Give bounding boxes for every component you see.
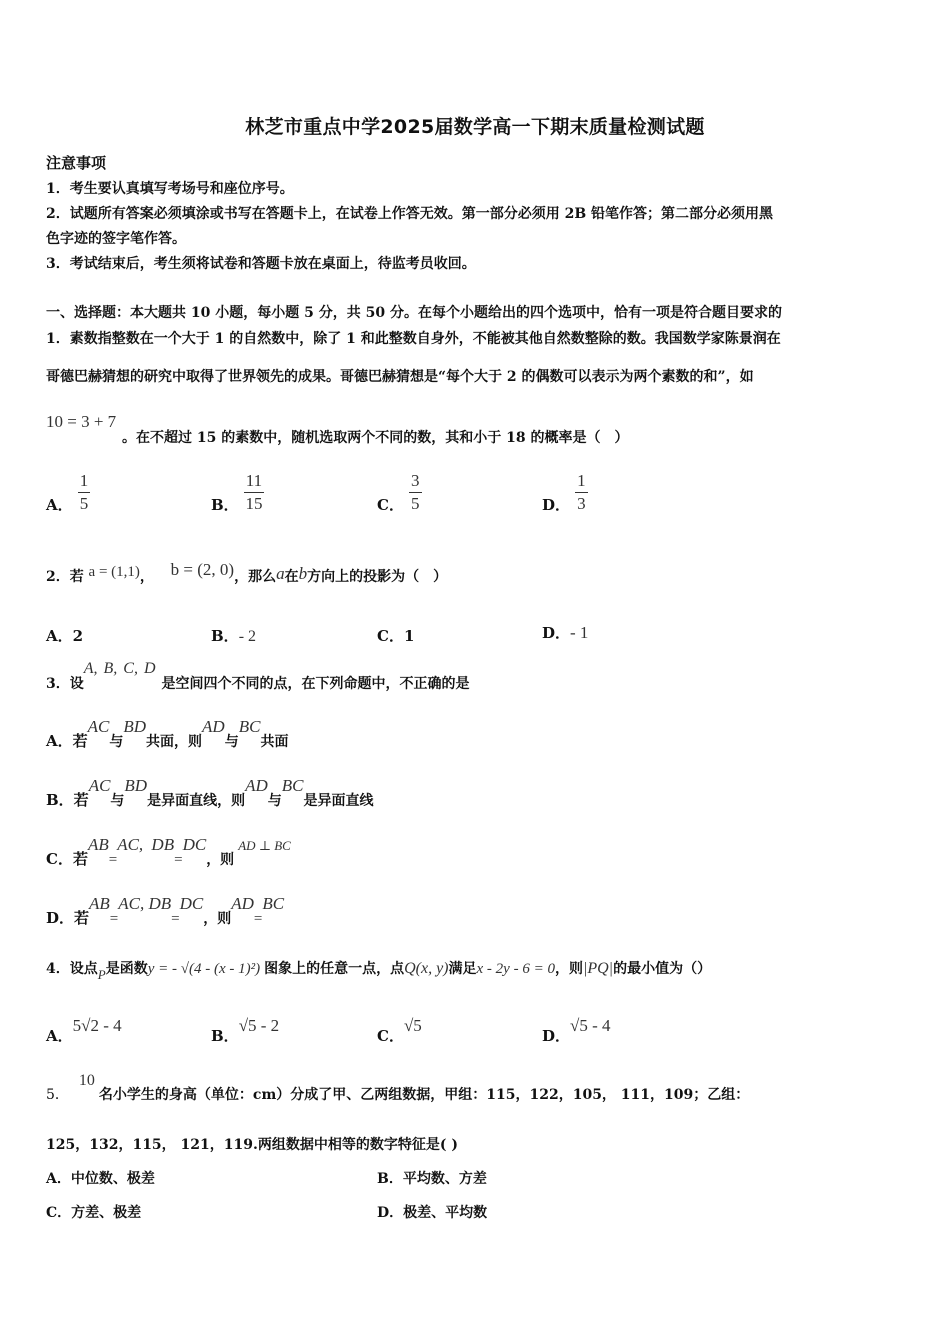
q3-option-b-label: B．若 bbox=[46, 791, 89, 809]
q2-option-b bbox=[211, 625, 256, 646]
q3-a-ad: AD bbox=[202, 717, 225, 736]
q3-b-bd: BD bbox=[124, 776, 148, 795]
q1-option-b-numerator: 11 bbox=[244, 472, 264, 493]
q1-line-3: 。在不超过 15 的素数中，随机选取两个不同的数，其和小于 18 的概率是（ ） bbox=[122, 430, 629, 446]
q3-d-ad: AD bbox=[231, 894, 254, 913]
q3-option-c bbox=[46, 834, 291, 868]
q3-points: A, B, C, D bbox=[83, 660, 156, 677]
notice-item-2-line-2: 色字迹的签字笔作答。 bbox=[46, 231, 186, 247]
q1-option-b bbox=[211, 472, 264, 513]
q3-d-dc: DC bbox=[179, 894, 204, 913]
q3-b-ac: AC bbox=[88, 776, 111, 795]
q3-d-eq2: = bbox=[171, 911, 180, 927]
q1-option-d-denominator: 3 bbox=[577, 494, 586, 513]
q3-b-end: 是异面直线 bbox=[303, 793, 374, 809]
q4-number: 4．设点 bbox=[46, 961, 98, 977]
q1-option-a-label: A． bbox=[46, 496, 73, 514]
q5-option-c bbox=[46, 1202, 141, 1222]
q5-option-b bbox=[377, 1168, 487, 1188]
q3-stem bbox=[46, 658, 470, 692]
q4-t2: 图象上的任意一点，点 bbox=[264, 961, 405, 977]
q4-option-b-label: B． bbox=[211, 1027, 239, 1045]
q2-vector-b: b = (2, 0) bbox=[170, 560, 235, 579]
q1-option-d bbox=[542, 472, 588, 513]
q1-option-c bbox=[377, 472, 422, 513]
notice-item-1: 1．考生要认真填写考场号和座位序号。 bbox=[46, 181, 294, 197]
q4-p: P bbox=[97, 967, 106, 982]
q2-option-a-value: 2 bbox=[72, 627, 84, 645]
q2-option-b-value: - 2 bbox=[238, 628, 257, 645]
q4-option-a bbox=[46, 1015, 122, 1045]
q3-a-bc: BC bbox=[238, 717, 261, 736]
q3-b-yu2: 与 bbox=[267, 793, 282, 809]
q1-option-b-fraction bbox=[244, 472, 264, 513]
notice-item-2-line-1: 2．试题所有答案必须填涂或书写在答题卡上，在试卷上作答无效。第一部分必须用 2B 铅笔作答；第二部分必须用黑 bbox=[46, 206, 774, 222]
q4-t4: ，则 bbox=[554, 961, 583, 977]
q3-tail: 是空间四个不同的点，在下列命题中，不正确的是 bbox=[161, 676, 470, 692]
q5-option-a-label: A． bbox=[46, 1171, 71, 1187]
q2-stem bbox=[46, 560, 448, 586]
notice-heading: 注意事项 bbox=[46, 154, 107, 172]
q3-c-ac-db: AC, DB bbox=[117, 835, 175, 854]
q4-pq: |PQ| bbox=[582, 960, 614, 977]
q3-option-a-label: A．若 bbox=[46, 732, 88, 750]
q1-option-c-denominator: 5 bbox=[411, 494, 420, 513]
q5-stem bbox=[46, 1070, 750, 1103]
q3-c-mid: ，则 bbox=[206, 852, 235, 868]
q1-option-a bbox=[46, 472, 90, 513]
page-title: 林芝市重点中学2025届数学高一下期末质量检测试题 bbox=[245, 116, 705, 138]
q2-option-c-label: C． bbox=[377, 627, 404, 645]
q4-option-c-label: C． bbox=[377, 1027, 404, 1045]
q3-b-ad: AD bbox=[245, 776, 268, 795]
q5-option-b-label: B． bbox=[377, 1171, 403, 1187]
q3-d-ab: AB bbox=[89, 894, 110, 913]
q3-c-ab: AB bbox=[87, 835, 109, 854]
q1-option-d-numerator: 1 bbox=[575, 472, 588, 493]
q1-option-d-label: D． bbox=[542, 496, 571, 514]
q5-option-c-value: 方差、极差 bbox=[71, 1205, 142, 1221]
q3-c-dc: DC bbox=[182, 835, 207, 854]
q1-line-2: 哥德巴赫猜想的研究中取得了世界领先的成果。哥德巴赫猜想是“每个大于 2 的偶数可以表示为两个素数的和”，如 bbox=[46, 369, 754, 385]
q2-zai: 在 bbox=[284, 569, 299, 585]
q4-option-c bbox=[377, 1015, 422, 1045]
q2-option-a-label: A． bbox=[46, 627, 73, 645]
q3-c-result: AD ⊥ BC bbox=[238, 838, 291, 853]
q3-d-bc: BC bbox=[262, 894, 285, 913]
q5-line-2: 125，132，115， 121，119.两组数据中相等的数字特征是( ) bbox=[46, 1137, 458, 1153]
q3-a-yu2: 与 bbox=[224, 734, 239, 750]
section-heading: 一、选择题：本大题共 10 小题，每小题 5 分，共 50 分。在每个小题给出的四个选项中，恰有一项是符合题目要求的 bbox=[46, 305, 782, 321]
q2-option-d bbox=[542, 622, 588, 643]
q3-option-a bbox=[46, 716, 289, 750]
q3-option-d-label: D．若 bbox=[46, 909, 90, 927]
q1-option-c-numerator: 3 bbox=[409, 472, 422, 493]
q3-option-b bbox=[46, 775, 374, 809]
q2-option-a bbox=[46, 625, 83, 646]
q4-stem bbox=[46, 958, 712, 982]
q5-option-d bbox=[377, 1202, 487, 1222]
q4-option-d-label: D． bbox=[542, 1027, 571, 1045]
q3-b-bc: BC bbox=[281, 776, 304, 795]
q3-b-mid: 是异面直线，则 bbox=[147, 793, 246, 809]
q5-option-b-value: 平均数、方差 bbox=[402, 1171, 487, 1187]
q2-a: a bbox=[276, 564, 285, 583]
q2-option-c-value: 1 bbox=[403, 627, 415, 645]
q5-number: 5． bbox=[46, 1087, 69, 1103]
q1-option-a-numerator: 1 bbox=[78, 472, 91, 493]
q3-d-eq3: = bbox=[253, 911, 263, 927]
q3-d-eq1: = bbox=[109, 911, 119, 927]
q4-q: Q(x, y) bbox=[404, 960, 449, 977]
q2-option-b-label: B． bbox=[211, 627, 239, 645]
q1-line-1: 1．素数指整数在一个大于 1 的自然数中，除了 1 和此整数自身外，不能被其他自然数整除的数。我国数学家陈景润在 bbox=[46, 331, 781, 347]
q4-option-d bbox=[542, 1015, 611, 1045]
q1-option-a-denominator: 5 bbox=[79, 494, 89, 513]
q3-a-bd: BD bbox=[123, 717, 147, 736]
q5-option-c-label: C． bbox=[46, 1205, 72, 1221]
q4-line: x - 2y - 6 = 0 bbox=[476, 961, 555, 977]
q4-t1: 是函数 bbox=[105, 961, 148, 977]
q5-option-a-value: 中位数、极差 bbox=[70, 1171, 155, 1187]
q1-option-c-fraction bbox=[409, 472, 422, 513]
q5-line-1: 名小学生的身高（单位：cm）分成了甲、乙两组数据，甲组：115，122，105， 111，109；乙组： bbox=[98, 1087, 750, 1103]
q2-mid: ，那么 bbox=[234, 569, 277, 585]
q2-b: b bbox=[298, 564, 308, 583]
q2-comma: ， bbox=[139, 569, 154, 585]
q4-option-b-value: √5 - 2 bbox=[238, 1016, 280, 1035]
q3-b-yu1: 与 bbox=[110, 793, 125, 809]
q2-number: 2．若 bbox=[46, 569, 84, 585]
q3-c-eq2: = bbox=[174, 852, 183, 868]
q3-c-eq1: = bbox=[108, 852, 118, 868]
q4-option-a-value: 5√2 - 4 bbox=[72, 1016, 122, 1035]
q3-a-end: 共面 bbox=[260, 734, 289, 750]
q4-option-d-value: √5 - 4 bbox=[570, 1016, 611, 1035]
q1-option-b-denominator: 15 bbox=[245, 494, 263, 513]
q5-option-d-label: D． bbox=[377, 1205, 404, 1221]
q3-option-d bbox=[46, 893, 285, 927]
q2-option-d-value: - 1 bbox=[570, 623, 589, 642]
q5-option-a bbox=[46, 1168, 155, 1188]
q1-option-b-label: B． bbox=[211, 496, 239, 514]
q2-vector-a: a = (1,1) bbox=[88, 564, 140, 580]
q4-t5: 的最小值为（） bbox=[613, 961, 712, 977]
q2-option-d-label: D． bbox=[542, 624, 571, 642]
q4-option-c-value: √5 bbox=[403, 1016, 422, 1035]
q3-a-mid: 共面，则 bbox=[146, 734, 203, 750]
q3-option-c-label: C．若 bbox=[46, 850, 88, 868]
q3-a-yu1: 与 bbox=[109, 734, 124, 750]
q3-a-ac: AC bbox=[87, 717, 110, 736]
q3-number: 3．设 bbox=[46, 676, 84, 692]
q4-t3: 满足 bbox=[448, 961, 477, 977]
notice-item-3: 3．考试结束后，考生须将试卷和答题卡放在桌面上，待监考员收回。 bbox=[46, 256, 476, 272]
q3-d-ac-db: AC, DB bbox=[118, 894, 172, 913]
q1-formula: 10 = 3 + 7 bbox=[46, 412, 117, 431]
q5-option-d-value: 极差、平均数 bbox=[403, 1205, 488, 1221]
q5-ten: 10 bbox=[78, 1072, 95, 1089]
q3-d-mid: ，则 bbox=[203, 911, 232, 927]
q4-option-b bbox=[211, 1015, 280, 1045]
q4-option-a-label: A． bbox=[46, 1027, 73, 1045]
q1-option-c-label: C． bbox=[377, 496, 404, 514]
q2-option-c bbox=[377, 625, 414, 646]
q1-option-a-fraction bbox=[78, 472, 91, 513]
q4-function: y = - √(4 - (x - 1)²) bbox=[147, 961, 261, 977]
q1-option-d-fraction bbox=[575, 472, 588, 513]
q2-tail: 方向上的投影为（ ） bbox=[307, 569, 448, 585]
